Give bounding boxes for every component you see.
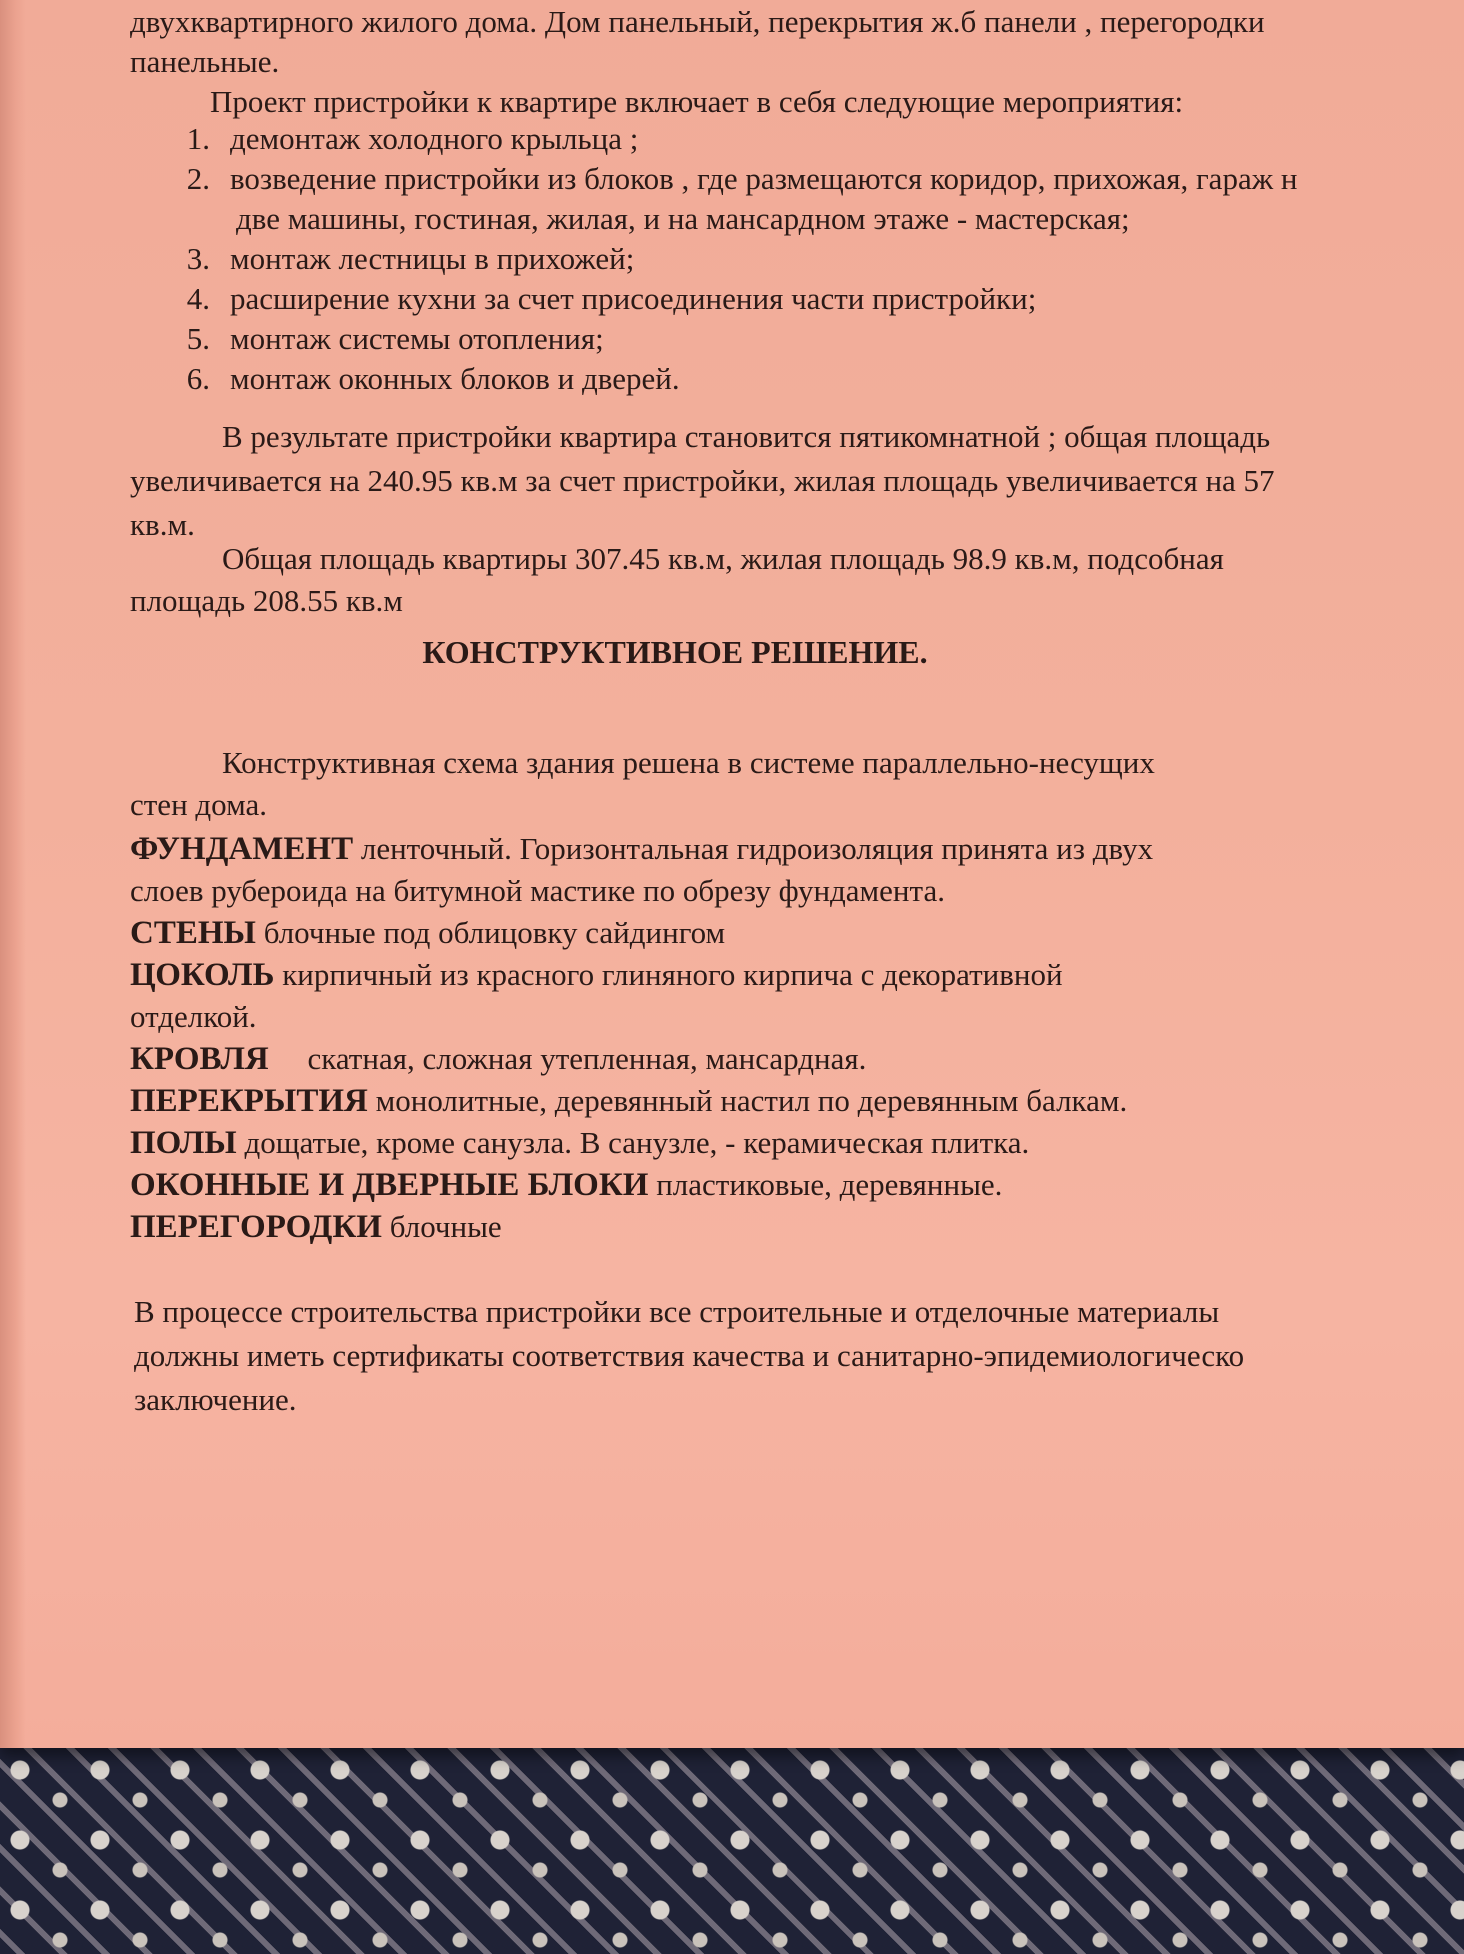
list-item-continuation: две машины, гостиная, жилая, и на мансардном этаже - мастерская; bbox=[236, 201, 1130, 236]
foundation-label: ФУНДАМЕНТ bbox=[130, 831, 354, 867]
floors-label: ПОЛЫ bbox=[130, 1125, 237, 1161]
area-line-2: площадь 208.55 кв.м bbox=[130, 583, 403, 618]
closing-line-3: заключение. bbox=[134, 1382, 297, 1417]
windows-label: ОКОННЫЕ И ДВЕРНЫЕ БЛОКИ bbox=[130, 1167, 649, 1203]
scheme-line-1: Конструктивная схема здания решена в системе параллельно-несущих bbox=[222, 745, 1155, 780]
section-title: КОНСТРУКТИВНОЕ РЕШЕНИЕ. bbox=[422, 634, 928, 670]
slabs-item: ПЕРЕКРЫТИЯ монолитные, деревянный настил по деревянным балкам. bbox=[130, 1083, 1128, 1119]
partitions-label: ПЕРЕГОРОДКИ bbox=[130, 1209, 382, 1245]
list-item: 5. монтаж системы отопления; bbox=[186, 321, 604, 356]
partitions-item: ПЕРЕГОРОДКИ блочные bbox=[130, 1209, 502, 1245]
list-item: 6. монтаж оконных блоков и дверей. bbox=[186, 361, 680, 396]
list-item: 2. возведение пристройки из блоков , где размещаются коридор, прихожая, гараж н bbox=[186, 161, 1298, 196]
scheme-line-2: стен дома. bbox=[130, 787, 268, 822]
list-item: 3. монтаж лестницы в прихожей; bbox=[186, 241, 635, 276]
closing-line-2: должны иметь сертификаты соответствия качества и санитарно-эпидемиологическо bbox=[134, 1338, 1245, 1373]
result-line-2: увеличивается на 240.95 кв.м за счет пристройки, жилая площадь увеличивается на 57 bbox=[130, 463, 1275, 498]
measures-list bbox=[130, 119, 1297, 399]
result-line-1: В результате пристройки квартира становится пятикомнатной ; общая площадь bbox=[222, 419, 1271, 454]
intro-line-2: панельные. bbox=[130, 44, 280, 79]
list-item: 4. расширение кухни за счет присоединения части пристройки; bbox=[186, 281, 1037, 316]
intro-line-1: двухквартирного жилого дома. Дом панельный, перекрытия ж.б панели , перегородки bbox=[130, 4, 1265, 39]
plinth-continuation: отделкой. bbox=[130, 999, 257, 1034]
slabs-label: ПЕРЕКРЫТИЯ bbox=[130, 1083, 368, 1119]
plinth-item: ЦОКОЛЬ кирпичный из красного глиняного кирпича с декоративной bbox=[130, 957, 1063, 993]
closing-line-1: В процессе строительства пристройки все строительные и отделочные материалы bbox=[134, 1294, 1220, 1329]
roof-label: КРОВЛЯ bbox=[130, 1041, 269, 1077]
walls-label: СТЕНЫ bbox=[130, 915, 256, 951]
foundation-continuation: слоев рубероида на битумной мастике по обрезу фундамента. bbox=[130, 873, 945, 908]
plinth-label: ЦОКОЛЬ bbox=[130, 957, 275, 993]
foundation-item: ФУНДАМЕНТ ленточный. Горизонтальная гидроизоляция принята из двух bbox=[130, 831, 1154, 867]
roof-item: КРОВЛЯ скатная, сложная утепленная, мансардная. bbox=[130, 1041, 867, 1077]
floors-item: ПОЛЫ дощатые, кроме санузла. В санузле, - керамическая плитка. bbox=[130, 1125, 1030, 1161]
walls-item: СТЕНЫ блочные под облицовку сайдингом bbox=[130, 915, 726, 951]
project-intro: Проект пристройки к квартире включает в себя следующие мероприятия: bbox=[210, 84, 1184, 119]
list-item: 1. демонтаж холодного крыльца ; bbox=[186, 121, 639, 156]
page-binding-edge bbox=[0, 0, 26, 1748]
windows-item: ОКОННЫЕ И ДВЕРНЫЕ БЛОКИ пластиковые, деревянные. bbox=[130, 1167, 1003, 1203]
area-line-1: Общая площадь квартиры 307.45 кв.м, жилая площадь 98.9 кв.м, подсобная bbox=[222, 541, 1224, 576]
result-line-3: кв.м. bbox=[130, 507, 195, 542]
